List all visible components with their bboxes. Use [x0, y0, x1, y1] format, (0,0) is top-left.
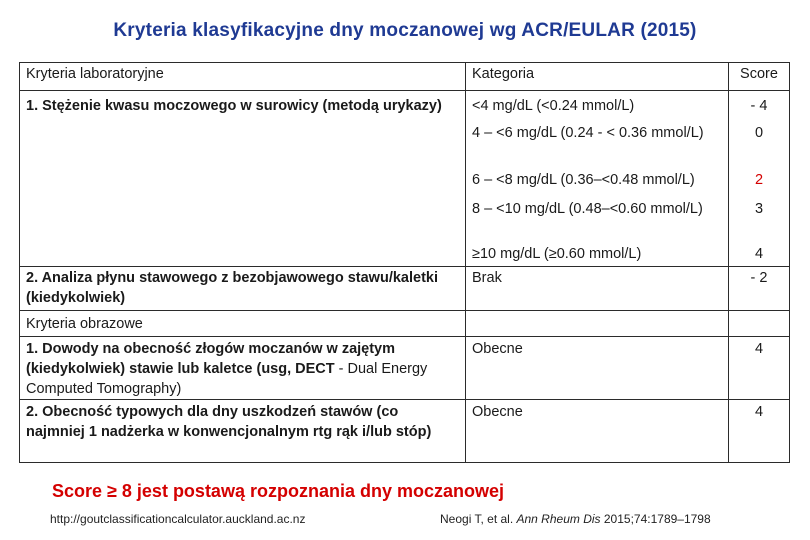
table-row-imaging-header	[20, 311, 790, 337]
imaging-1-score: 4	[729, 337, 790, 400]
urate-category-2: 6 – <8 mg/dL (0.36–<0.48 mmol/L)	[472, 172, 695, 188]
urate-category-3: 8 – <10 mg/dL (0.48–<0.60 mmol/L)	[472, 201, 703, 217]
score-threshold-statement: Score ≥ 8 jest postawą rozpoznania dny moczanowej	[52, 481, 504, 501]
calculator-url[interactable]: http://goutclassificationcalculator.auckland.ac.nz	[50, 512, 306, 526]
synovial-category: Brak	[466, 267, 729, 311]
imaging-2-score: 4	[729, 400, 790, 463]
criterion-imaging-1-bold: 1. Dowody na obecność złogów moczanów w zajętym (kiedykolwiek) stawie lub kaletce (usg, DECT	[26, 341, 396, 377]
criteria-table	[19, 62, 790, 463]
imaging-2-category: Obecne	[466, 400, 729, 463]
table-row-imaging-2	[20, 400, 790, 463]
criterion-urate: 1. Stężenie kwasu moczowego w surowicy (metodą urykazy)	[20, 91, 466, 267]
reference-details: 2015;74:1789–1798	[600, 512, 711, 526]
urate-score-2: 2	[754, 172, 764, 188]
urate-scores	[729, 91, 790, 267]
imaging-header: Kryteria obrazowe	[20, 311, 466, 337]
urate-score-1: 0	[754, 125, 764, 141]
criterion-imaging-1-rest: - Dual Energy Computed Tomography)	[26, 361, 428, 397]
criterion-imaging-1	[20, 337, 466, 400]
reference-citation	[440, 512, 711, 526]
table-row-imaging-1	[20, 337, 790, 400]
urate-category-1: 4 – <6 mg/dL (0.24 - < 0.36 mmol/L)	[472, 125, 704, 141]
urate-categories	[466, 91, 729, 267]
urate-category-0: <4 mg/dL (<0.24 mmol/L)	[472, 98, 635, 114]
header-score: Score	[729, 63, 790, 91]
table-row-urate	[20, 91, 790, 267]
criterion-synovial: 2. Analiza płynu stawowego z bezobjawowego stawu/kaletki (kiedykolwiek)	[20, 267, 466, 311]
table-row-synovial	[20, 267, 790, 311]
imaging-1-category: Obecne	[466, 337, 729, 400]
reference-authors: Neogi T, et al.	[440, 512, 517, 526]
table-header-row	[20, 63, 790, 91]
header-category: Kategoria	[466, 63, 729, 91]
slide-title: Kryteria klasyfikacyjne dny moczanowej wg ACR/EULAR (2015)	[113, 20, 697, 41]
urate-score-3: 3	[754, 201, 764, 217]
reference-journal: Ann Rheum Dis	[516, 512, 601, 526]
urate-score-0: - 4	[750, 98, 768, 114]
urate-score-4: 4	[754, 246, 764, 262]
synovial-score: - 2	[729, 267, 790, 311]
imaging-header-empty-score	[729, 311, 790, 337]
header-criteria: Kryteria laboratoryjne	[20, 63, 466, 91]
criterion-imaging-2: 2. Obecność typowych dla dny uszkodzeń stawów (co najmniej 1 nadżerka w konwencjonalnym rtg rąk i/lub stóp)	[20, 400, 466, 463]
urate-category-4: ≥10 mg/dL (≥0.60 mmol/L)	[472, 246, 642, 262]
imaging-header-empty-category	[466, 311, 729, 337]
